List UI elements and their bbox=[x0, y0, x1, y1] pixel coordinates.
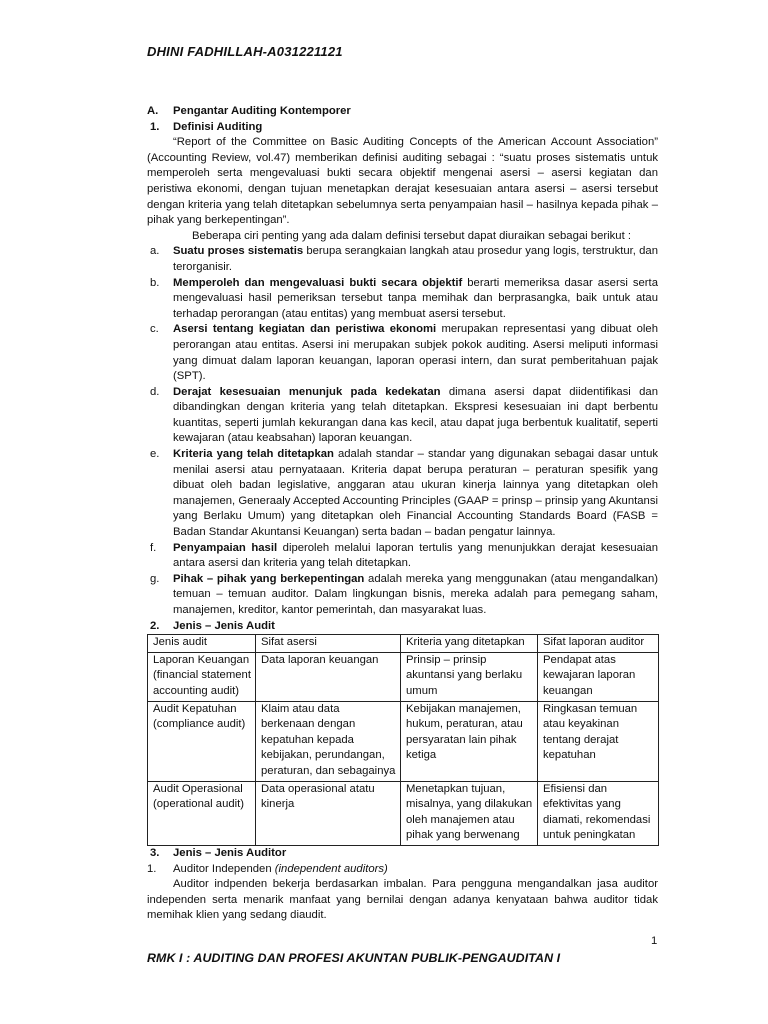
table-cell: Data operasional atatu kinerja bbox=[256, 781, 401, 845]
table-row bbox=[148, 781, 659, 845]
table-cell: Kebijakan manajemen, hukum, peraturan, atau persyaratan lain pihak ketiga bbox=[401, 701, 538, 781]
table-cell: Laporan Keuangan (financial statement accounting audit) bbox=[148, 652, 256, 701]
section-3-heading bbox=[147, 846, 658, 862]
item-label-italic: (independent auditors) bbox=[274, 862, 388, 875]
table-header-row bbox=[148, 635, 659, 653]
section-number: 1. bbox=[150, 120, 160, 133]
document-body bbox=[147, 104, 658, 924]
list-item: f. Penyampaian hasil diperoleh melalui laporan tertulis yang menunjukkan derajat kesesuaian antara asersi dan kriteria yang telah ditetapkan. bbox=[150, 541, 658, 570]
table-cell: Audit Kepatuhan (compliance audit) bbox=[148, 701, 256, 781]
table-cell: Audit Operasional (operational audit) bbox=[148, 781, 256, 845]
section-number: 2. bbox=[150, 619, 160, 632]
table-row bbox=[148, 652, 659, 701]
table-header-cell: Kriteria yang ditetapkan bbox=[401, 635, 538, 653]
page-header: DHINI FADHILLAH-A031221121 bbox=[147, 44, 343, 59]
item-number: 1. bbox=[147, 862, 157, 875]
section-title: Jenis – Jenis Audit bbox=[173, 619, 275, 632]
table-cell: Efisiensi dan efektivitas yang diamati, rekomendasi untuk peningkatan bbox=[538, 781, 659, 845]
list-item: b. Memperoleh dan mengevaluasi bukti secara objektif berarti memeriksa dasar asersi serta mengevaluasi hasil pemeriksan tersebut tanpa memihak dan berprasangka, baik untuk atau terhadap perorangan (atau entitas) yang membuat asersi tersebut. bbox=[150, 276, 658, 320]
table-header-cell: Sifat asersi bbox=[256, 635, 401, 653]
page-footer: RMK I : AUDITING DAN PROFESI AKUNTAN PUBLIK-PENGAUDITAN I bbox=[147, 951, 561, 965]
auditor-paragraph: Auditor indpenden bekerja berdasarkan imbalan. Para pengguna mengandalkan jasa auditor independen serta menarik manfaat yang bernilai dengan adanya kenyataan bahwa auditor tidak memihak klien yang sedang diaudit. bbox=[147, 878, 658, 922]
page-number: 1 bbox=[651, 935, 658, 947]
section-1-heading bbox=[147, 120, 658, 136]
section-number: 3. bbox=[150, 846, 160, 859]
list-item: d. Derajat kesesuaian menunjuk pada kedekatan dimana asersi dapat diidentifikasi dan dibandingkan dengan kriteria yang telah ditetapkan. Ekspresi kesesuaian ini dapt berbentu kuantitas, seperti jumlah kekurangan dana kas kecil, atau dapat juga berbentuk kualitatif, seperti kewajaran (atau keabsahan) laporan keuangan. bbox=[150, 385, 658, 445]
section-title: Jenis – Jenis Auditor bbox=[173, 846, 287, 859]
points-list bbox=[147, 244, 658, 618]
intro-paragraph: Beberapa ciri penting yang ada dalam definisi tersebut dapat diuraikan sebagai berikut : bbox=[192, 229, 631, 242]
list-item: c. Asersi tentang kegiatan dan peristiwa ekonomi merupakan representasi yang dibuat oleh perorangan atau entitas. Asersi ini merupakan subjek pokok auditing. Asersi meliputi informasi yang dimuat dalam laporan keuangan, laporan operasi intern, dan surat pemberitahuan pajak (SPT). bbox=[150, 323, 658, 383]
table-cell: Data laporan keuangan bbox=[256, 652, 401, 701]
section-title: Pengantar Auditing Kontemporer bbox=[173, 105, 351, 117]
list-item: g. Pihak – pihak yang berkepentingan adalah mereka yang menggunakan (atau mengandalkan) temuan – temuan auditor. Dalam lingkungan bisnis, mereka adalah para pemegang saham, manajemen, kreditor, kantor pemerintah, dan masyarakat luas. bbox=[150, 572, 659, 616]
table-header-cell: Sifat laporan auditor bbox=[538, 635, 659, 653]
auditor-type-item bbox=[147, 862, 658, 878]
definition-paragraph: “Report of the Committee on Basic Auditing Concepts of the American Account Association” (Accounting Review, vol.47) memberikan definisi auditing sebagai : “suatu proses sistematis untuk memperoleh serta mengevaluasi bukti secara objektif mengenai asersi – asersi kegiatan dan peristiwa ekonomi, dengan tujuan menetapkan derajat kesesuaian antara asersi – asersi tersebut dengan kriteria yang telah ditetapkan sebelumnya serta penyampaian hasil – hasilnya kepada pihak – pihak yang berkepentingan”. bbox=[147, 136, 658, 227]
list-item: a. Suatu proses sistematis berupa serangkaian langkah atau prosedur yang logis, terstruktur, dan terorganisir. bbox=[150, 245, 658, 273]
audit-types-table bbox=[147, 634, 659, 846]
table-cell: Pendapat atas kewajaran laporan keuangan bbox=[538, 652, 659, 701]
table-row bbox=[148, 701, 659, 781]
table-cell: Klaim atau data berkenaan dengan kepatuhan kepada kebijakan, perundangan, peraturan, dan sebagainya bbox=[256, 701, 401, 781]
section-number: A. bbox=[147, 105, 159, 117]
table-header-cell: Jenis audit bbox=[148, 635, 256, 653]
list-item: e. Kriteria yang telah ditetapkan adalah standar – standar yang digunakan sebagai dasar untuk menilai asersi atau pernyataaan. Kriteria dapat berupa peraturan – peraturan spesifik yang dibuat oleh badan legislative, anggaran atau ukuran kinerja lainnya yang ditetapkan oleh manajemen, Generaaly Accepted Accounting Principles (GAAP = prinsp – prinsip yang Akuntansi yang Berlaku Umum) yang ditetapkan oleh Financial Accounting Standards Board (FASB = Badan Standar Akuntansi Keuangan) serta badan – badan pengatur lainnya. bbox=[150, 448, 658, 539]
table-cell: Ringkasan temuan atau keyakinan tentang derajat kepatuhan bbox=[538, 701, 659, 781]
table-cell: Prinsip – prinsip akuntansi yang berlaku umum bbox=[401, 652, 538, 701]
section-2-heading bbox=[147, 619, 658, 635]
section-a-heading bbox=[147, 104, 658, 120]
item-label: Auditor Independen bbox=[173, 862, 275, 875]
section-title: Definisi Auditing bbox=[173, 120, 263, 133]
table-cell: Menetapkan tujuan, misalnya, yang dilakukan oleh manajemen atau pihak yang berwenang bbox=[401, 781, 538, 845]
